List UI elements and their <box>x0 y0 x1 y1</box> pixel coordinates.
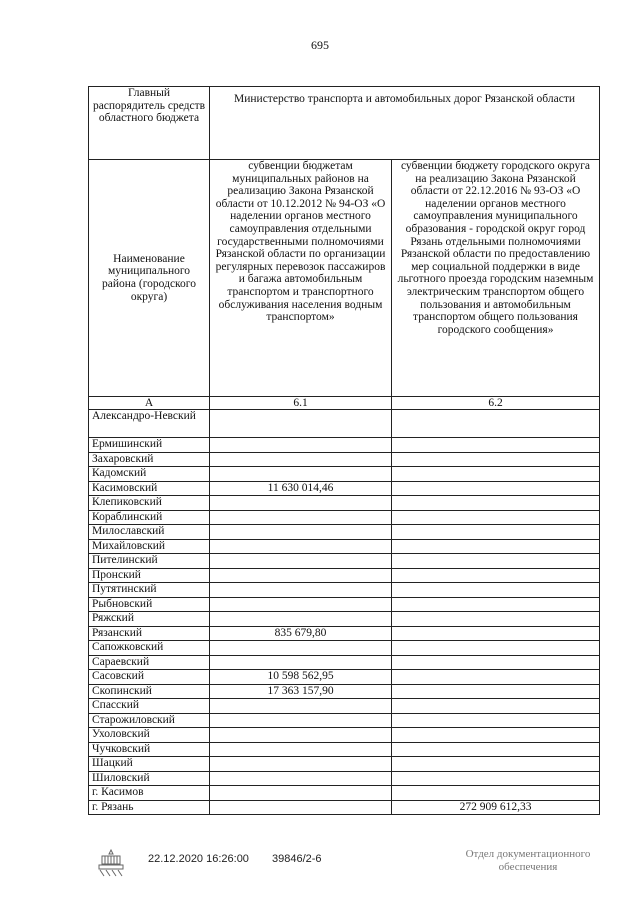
table-row <box>89 641 600 656</box>
value-6-1 <box>210 438 392 453</box>
district-name: г. Касимов <box>89 786 210 801</box>
table-row <box>89 467 600 482</box>
value-6-1: 11 630 014,46 <box>210 481 392 496</box>
table-row <box>89 438 600 453</box>
table-row <box>89 481 600 496</box>
value-6-2 <box>392 612 600 627</box>
value-6-1 <box>210 800 392 815</box>
district-name: Пронский <box>89 568 210 583</box>
value-6-1 <box>210 525 392 540</box>
district-name: Касимовский <box>89 481 210 496</box>
value-6-2 <box>392 525 600 540</box>
district-name: Сараевский <box>89 655 210 670</box>
value-6-1 <box>210 728 392 743</box>
value-6-2 <box>392 583 600 598</box>
value-6-1: 10 598 562,95 <box>210 670 392 685</box>
table-row <box>89 742 600 757</box>
stamp-line-1: Отдел документационного <box>465 848 591 860</box>
value-6-2 <box>392 626 600 641</box>
district-name: Путятинский <box>89 583 210 598</box>
value-6-1 <box>210 641 392 656</box>
value-6-2 <box>392 568 600 583</box>
district-name: Александро-Невский <box>89 410 210 438</box>
value-6-1 <box>210 410 392 438</box>
department-stamp <box>448 848 608 874</box>
table-row <box>89 452 600 467</box>
value-6-2 <box>392 481 600 496</box>
value-6-2 <box>392 452 600 467</box>
district-name: Сасовский <box>89 670 210 685</box>
value-6-1 <box>210 583 392 598</box>
value-6-2 <box>392 771 600 786</box>
table-row <box>89 568 600 583</box>
district-name: Скопинский <box>89 684 210 699</box>
table-row <box>89 728 600 743</box>
district-name: Пителинский <box>89 554 210 569</box>
district-name: г. Рязань <box>89 800 210 815</box>
footer-datetime: 22.12.2020 16:26:00 <box>148 853 249 865</box>
header-row-columns <box>89 160 600 397</box>
value-6-2 <box>392 554 600 569</box>
header-row-distributor <box>89 87 600 160</box>
table-row <box>89 655 600 670</box>
district-name: Кораблинский <box>89 510 210 525</box>
value-6-1: 17 363 157,90 <box>210 684 392 699</box>
value-6-1 <box>210 786 392 801</box>
column-6-1-description: субвенции бюджетам муниципальных районов на реализацию Закона Рязанской области от 10.12.2012 № 94-ОЗ «О наделении органов местного самоуправления отдельными государственными полномочиями Рязанской области по организации регулярных перевозок пассажиров и багажа автомобильным транспортом и транспортного обслуживания населения водным транспортом» <box>210 160 392 397</box>
district-name: Милославский <box>89 525 210 540</box>
value-6-2 <box>392 496 600 511</box>
value-6-1 <box>210 452 392 467</box>
table-row <box>89 699 600 714</box>
value-6-2: 272 909 612,33 <box>392 800 600 815</box>
district-name: Сапожковский <box>89 641 210 656</box>
table-row <box>89 525 600 540</box>
value-6-1 <box>210 467 392 482</box>
value-6-1 <box>210 655 392 670</box>
table-row <box>89 597 600 612</box>
column-number-row <box>89 397 600 410</box>
table-row <box>89 771 600 786</box>
value-6-2 <box>392 438 600 453</box>
district-name: Старожиловский <box>89 713 210 728</box>
table-row <box>89 539 600 554</box>
district-name: Захаровский <box>89 452 210 467</box>
value-6-2 <box>392 510 600 525</box>
page-number: 695 <box>311 38 329 52</box>
value-6-2 <box>392 713 600 728</box>
value-6-2 <box>392 655 600 670</box>
table-row <box>89 713 600 728</box>
district-name: Ермишинский <box>89 438 210 453</box>
value-6-1 <box>210 757 392 772</box>
district-name: Ряжский <box>89 612 210 627</box>
table-row <box>89 684 600 699</box>
stamp-line-2: обеспечения <box>498 861 558 873</box>
value-6-2 <box>392 786 600 801</box>
table-row <box>89 410 600 438</box>
value-6-1 <box>210 597 392 612</box>
value-6-1: 835 679,80 <box>210 626 392 641</box>
table-row <box>89 757 600 772</box>
district-name: Михайловский <box>89 539 210 554</box>
table-row <box>89 786 600 801</box>
value-6-2 <box>392 684 600 699</box>
budget-table <box>88 86 600 815</box>
table-row <box>89 554 600 569</box>
value-6-2 <box>392 742 600 757</box>
value-6-1 <box>210 699 392 714</box>
column-number-6-1: 6.1 <box>210 397 392 410</box>
district-name: Ухоловский <box>89 728 210 743</box>
district-name: Шиловский <box>89 771 210 786</box>
value-6-2 <box>392 699 600 714</box>
district-name: Рыбновский <box>89 597 210 612</box>
table-row <box>89 612 600 627</box>
district-name: Рязанский <box>89 626 210 641</box>
row-label-header: Наименование муниципального района (городского округа) <box>89 160 210 397</box>
value-6-2 <box>392 597 600 612</box>
table-row <box>89 510 600 525</box>
value-6-1 <box>210 742 392 757</box>
value-6-1 <box>210 510 392 525</box>
district-name: Кадомский <box>89 467 210 482</box>
distributor-name: Министерство транспорта и автомобильных дорог Рязанской области <box>210 87 600 160</box>
footer-doc-id: 39846/2-6 <box>272 853 322 865</box>
value-6-1 <box>210 771 392 786</box>
value-6-2 <box>392 467 600 482</box>
value-6-1 <box>210 568 392 583</box>
table-row <box>89 496 600 511</box>
value-6-1 <box>210 554 392 569</box>
value-6-2 <box>392 728 600 743</box>
district-name: Шацкий <box>89 757 210 772</box>
table-row <box>89 800 600 815</box>
district-name: Спасский <box>89 699 210 714</box>
value-6-1 <box>210 713 392 728</box>
value-6-2 <box>392 641 600 656</box>
value-6-1 <box>210 539 392 554</box>
table-row <box>89 626 600 641</box>
distributor-label: Главный распорядитель средств областного бюджета <box>89 87 210 160</box>
column-number-6-2: 6.2 <box>392 397 600 410</box>
column-6-2-description: субвенции бюджету городского округа на реализацию Закона Рязанской области от 22.12.2016 № 93-ОЗ «О наделении органов местного самоуправления муниципального образования - городской округ город Рязань отдельными полномочиями Рязанской области по предоставлению мер социальной поддержки в виде льготного проезда городским наземным электрическим транспортом общего пользования и автомобильным транспортом общего пользования городского сообщения» <box>392 160 600 397</box>
value-6-2 <box>392 539 600 554</box>
value-6-2 <box>392 410 600 438</box>
table-row <box>89 583 600 598</box>
emblem-icon <box>96 848 126 878</box>
value-6-2 <box>392 670 600 685</box>
district-name: Чучковский <box>89 742 210 757</box>
district-name: Клепиковский <box>89 496 210 511</box>
column-number-a: А <box>89 397 210 410</box>
value-6-1 <box>210 612 392 627</box>
table-row <box>89 670 600 685</box>
value-6-1 <box>210 496 392 511</box>
value-6-2 <box>392 757 600 772</box>
